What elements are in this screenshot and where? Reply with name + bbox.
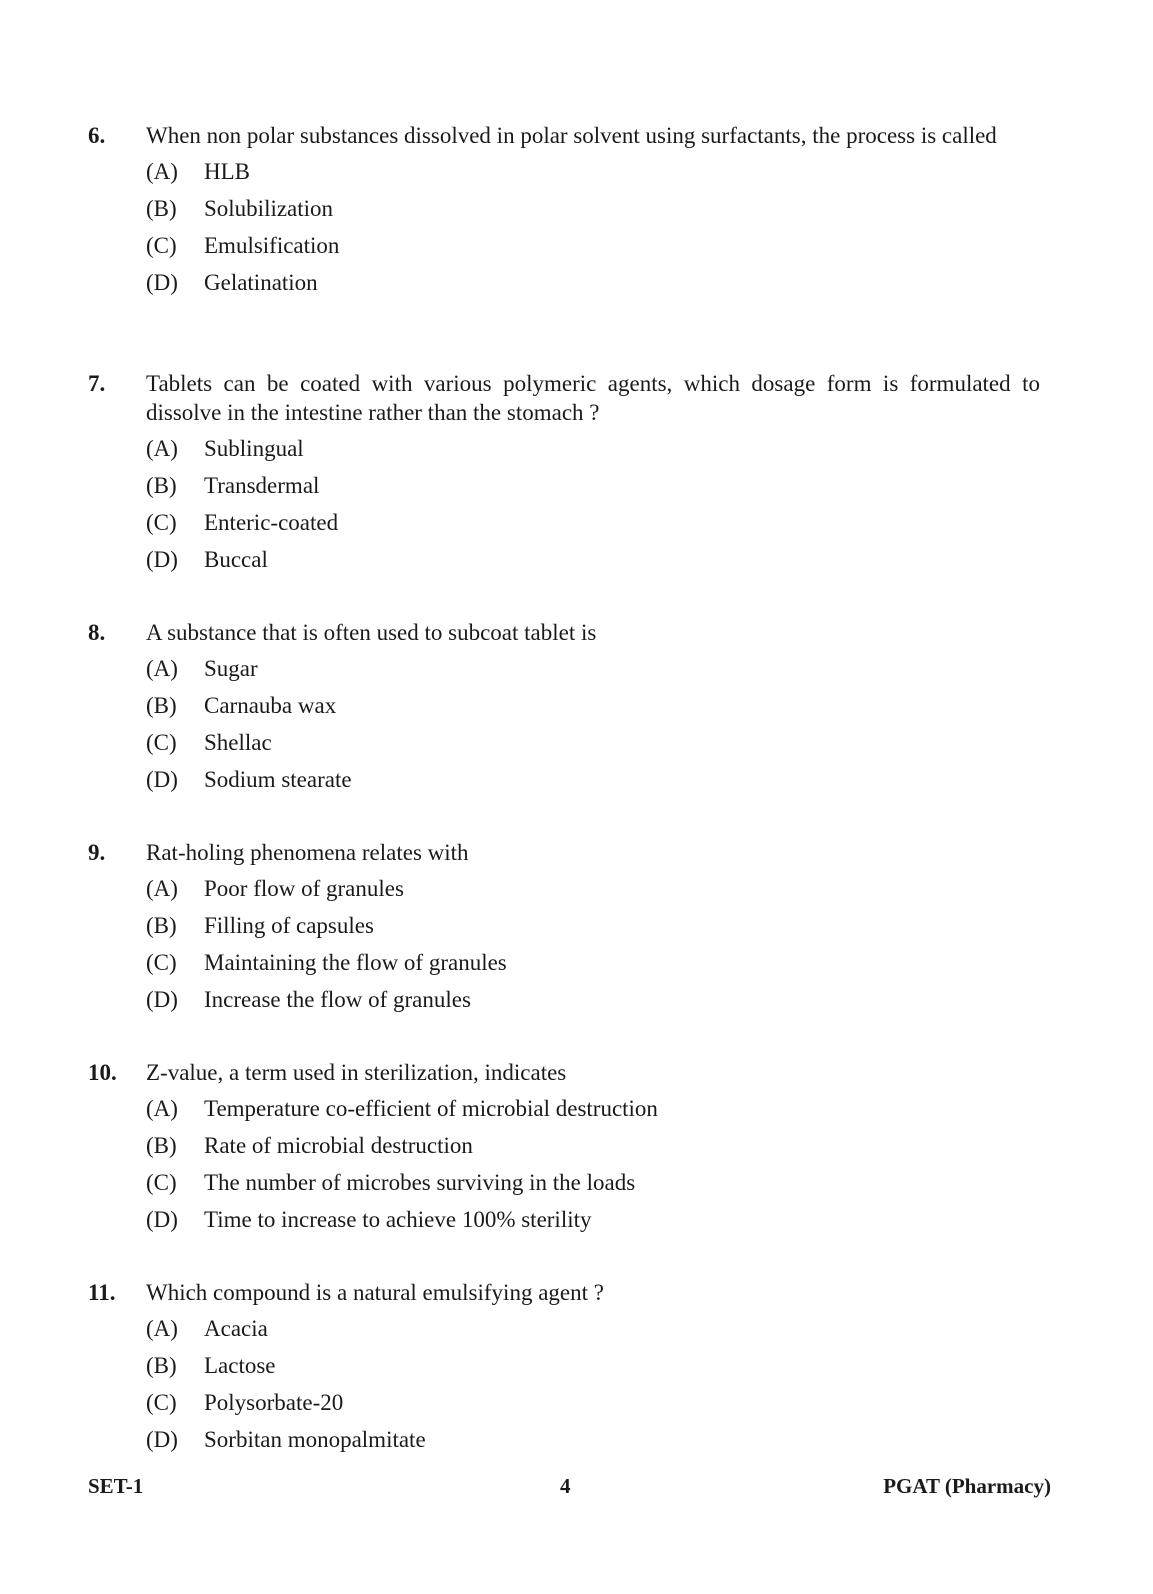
option-a <box>146 1314 1040 1351</box>
option-c <box>146 508 1040 545</box>
question-text: When non polar substances dissolved in polar solvent using surfactants, the process is called <box>146 123 997 148</box>
option-letter: (D) <box>146 1427 178 1452</box>
option-letter: (A) <box>146 876 178 901</box>
footer-exam-name: PGAT (Pharmacy) <box>883 1474 1051 1498</box>
question-number: 11. <box>88 1280 116 1305</box>
option-letter: (C) <box>146 730 177 755</box>
option-letter: (D) <box>146 767 178 792</box>
option-letter: (D) <box>146 987 178 1012</box>
option-text: Rate of microbial destruction <box>204 1133 473 1158</box>
option-d <box>146 268 1040 305</box>
option-list <box>146 1314 1040 1462</box>
option-letter: (A) <box>146 1096 178 1121</box>
question-number: 10. <box>88 1060 117 1085</box>
option-b <box>146 1131 1040 1168</box>
option-letter: (C) <box>146 510 177 535</box>
question-text: Rat-holing phenomena relates with <box>146 840 469 865</box>
option-text: Transdermal <box>204 473 320 498</box>
footer-page-number: 4 <box>560 1474 571 1498</box>
question-9 <box>88 838 1040 1022</box>
question-text: A substance that is often used to subcoat tablet is <box>146 620 597 645</box>
option-d <box>146 1205 1040 1242</box>
option-d <box>146 765 1040 802</box>
option-list <box>146 1094 1040 1242</box>
question-number: 6. <box>88 123 106 148</box>
option-d <box>146 545 1040 582</box>
option-list <box>146 874 1040 1022</box>
option-letter: (C) <box>146 1170 177 1195</box>
question-text: Which compound is a natural emulsifying agent ? <box>146 1280 604 1305</box>
question-number: 8. <box>88 620 106 645</box>
option-a <box>146 434 1040 471</box>
option-letter: (B) <box>146 913 177 938</box>
option-b <box>146 911 1040 948</box>
question-number: 9. <box>88 840 106 865</box>
option-text: Buccal <box>204 547 268 572</box>
option-a <box>146 157 1040 194</box>
question-text: Z-value, a term used in sterilization, indicates <box>146 1060 567 1085</box>
option-letter: (A) <box>146 436 178 461</box>
option-a <box>146 874 1040 911</box>
question-6 <box>88 121 1040 305</box>
option-text: Sodium stearate <box>204 767 352 792</box>
option-text: Polysorbate-20 <box>204 1390 344 1415</box>
option-letter: (A) <box>146 159 178 184</box>
footer-set-label: SET-1 <box>88 1474 144 1498</box>
option-text: Carnauba wax <box>204 693 337 718</box>
question-number: 7. <box>88 371 106 396</box>
option-letter: (B) <box>146 1133 177 1158</box>
question-10 <box>88 1058 1040 1242</box>
question-7 <box>88 369 1040 582</box>
option-text: Emulsification <box>204 233 340 258</box>
option-letter: (A) <box>146 656 178 681</box>
option-text: Time to increase to achieve 100% sterility <box>204 1207 592 1232</box>
option-text: Sugar <box>204 656 258 681</box>
option-letter: (C) <box>146 950 177 975</box>
option-letter: (D) <box>146 1207 178 1232</box>
option-text: Enteric-coated <box>204 510 339 535</box>
option-text: Temperature co-efficient of microbial destruction <box>204 1096 658 1121</box>
option-text: HLB <box>204 159 250 184</box>
option-letter: (C) <box>146 1390 177 1415</box>
question-8 <box>88 618 1040 802</box>
option-b <box>146 471 1040 508</box>
option-d <box>146 985 1040 1022</box>
option-text: Increase the flow of granules <box>204 987 471 1012</box>
option-text: Maintaining the flow of granules <box>204 950 507 975</box>
option-c <box>146 948 1040 985</box>
option-text: Acacia <box>204 1316 268 1341</box>
option-letter: (A) <box>146 1316 178 1341</box>
option-text: Sorbitan monopalmitate <box>204 1427 426 1452</box>
option-a <box>146 1094 1040 1131</box>
option-letter: (C) <box>146 233 177 258</box>
option-text: Shellac <box>204 730 272 755</box>
option-list <box>146 434 1040 582</box>
option-c <box>146 728 1040 765</box>
option-text: Lactose <box>204 1353 276 1378</box>
option-letter: (B) <box>146 693 177 718</box>
option-letter: (D) <box>146 270 178 295</box>
option-a <box>146 654 1040 691</box>
question-text: Tablets can be coated with various polymeric agents, which dosage form is formulated to dissolve in the intestine rather than the stomach ? <box>146 371 1040 425</box>
option-text: The number of microbes surviving in the loads <box>204 1170 636 1195</box>
option-b <box>146 1351 1040 1388</box>
option-letter: (B) <box>146 1353 177 1378</box>
option-text: Sublingual <box>204 436 304 461</box>
option-d <box>146 1425 1040 1462</box>
option-letter: (B) <box>146 196 177 221</box>
option-c <box>146 1168 1040 1205</box>
option-b <box>146 691 1040 728</box>
option-letter: (B) <box>146 473 177 498</box>
option-text: Filling of capsules <box>204 913 374 938</box>
option-list <box>146 654 1040 802</box>
option-text: Poor flow of granules <box>204 876 404 901</box>
option-text: Gelatination <box>204 270 318 295</box>
option-b <box>146 194 1040 231</box>
option-text: Solubilization <box>204 196 334 221</box>
option-letter: (D) <box>146 547 178 572</box>
option-c <box>146 231 1040 268</box>
question-11 <box>88 1278 1040 1462</box>
option-list <box>146 157 1040 305</box>
option-c <box>146 1388 1040 1425</box>
